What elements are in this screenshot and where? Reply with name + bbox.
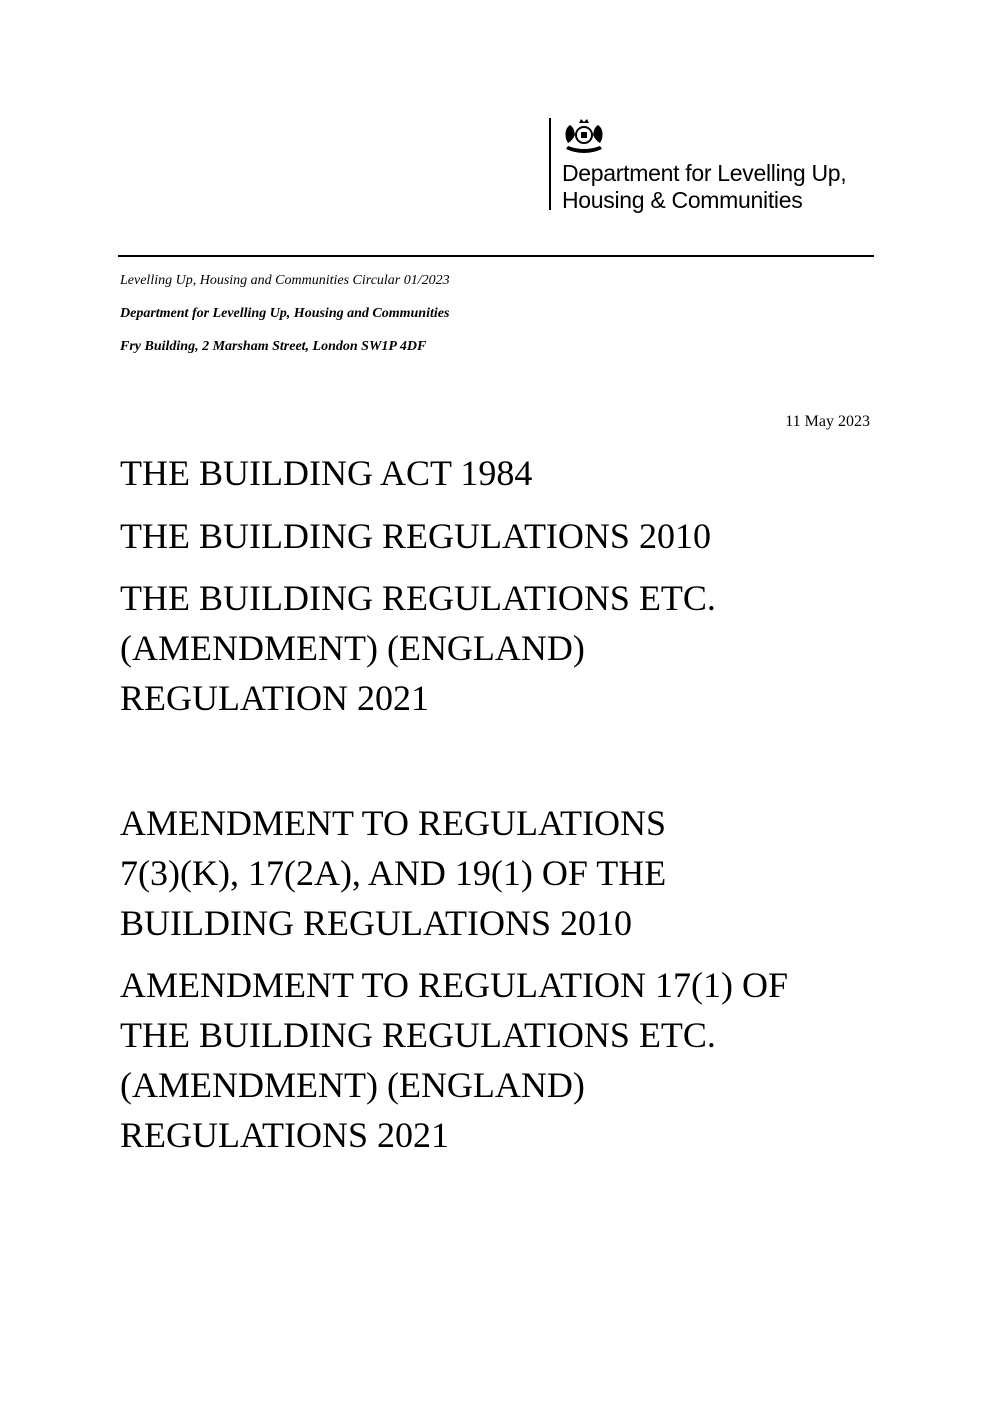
- heading-line: REGULATION 2021: [120, 678, 429, 718]
- heading-line: (AMENDMENT) (ENGLAND): [120, 628, 585, 668]
- department-name-line2: Housing & Communities: [562, 187, 803, 213]
- department-logo-text: [562, 160, 846, 214]
- department-name-line1: Department for Levelling Up,: [562, 160, 847, 186]
- heading-building-regulations: THE BUILDING REGULATIONS 2010: [120, 516, 711, 556]
- department-name: Department for Levelling Up, Housing and Communities: [120, 306, 450, 321]
- heading-line: THE BUILDING REGULATIONS ETC.: [120, 578, 716, 618]
- department-address: Fry Building, 2 Marsham Street, London SW1P 4DF: [120, 339, 427, 354]
- heading-line: 7(3)(K), 17(2A), AND 19(1) OF THE: [120, 853, 667, 893]
- royal-coat-of-arms-icon: [562, 117, 606, 157]
- logo-divider: [549, 118, 551, 210]
- heading-amendment-to-regulations: [120, 798, 666, 948]
- heading-line: REGULATIONS 2021: [120, 1115, 449, 1155]
- heading-line: AMENDMENT TO REGULATION 17(1) OF: [120, 965, 788, 1005]
- header-rule: [118, 255, 874, 257]
- heading-line: AMENDMENT TO REGULATIONS: [120, 803, 667, 843]
- heading-amendment-regulations-2021: [120, 573, 716, 723]
- heading-amendment-to-regulation-17-1: [120, 960, 788, 1160]
- circular-reference: Levelling Up, Housing and Communities Circular 01/2023: [120, 273, 450, 288]
- heading-line: (AMENDMENT) (ENGLAND): [120, 1065, 585, 1105]
- heading-building-act: THE BUILDING ACT 1984: [120, 453, 533, 493]
- heading-line: THE BUILDING REGULATIONS ETC.: [120, 1015, 716, 1055]
- heading-line: BUILDING REGULATIONS 2010: [120, 903, 632, 943]
- publication-date: 11 May 2023: [785, 413, 870, 430]
